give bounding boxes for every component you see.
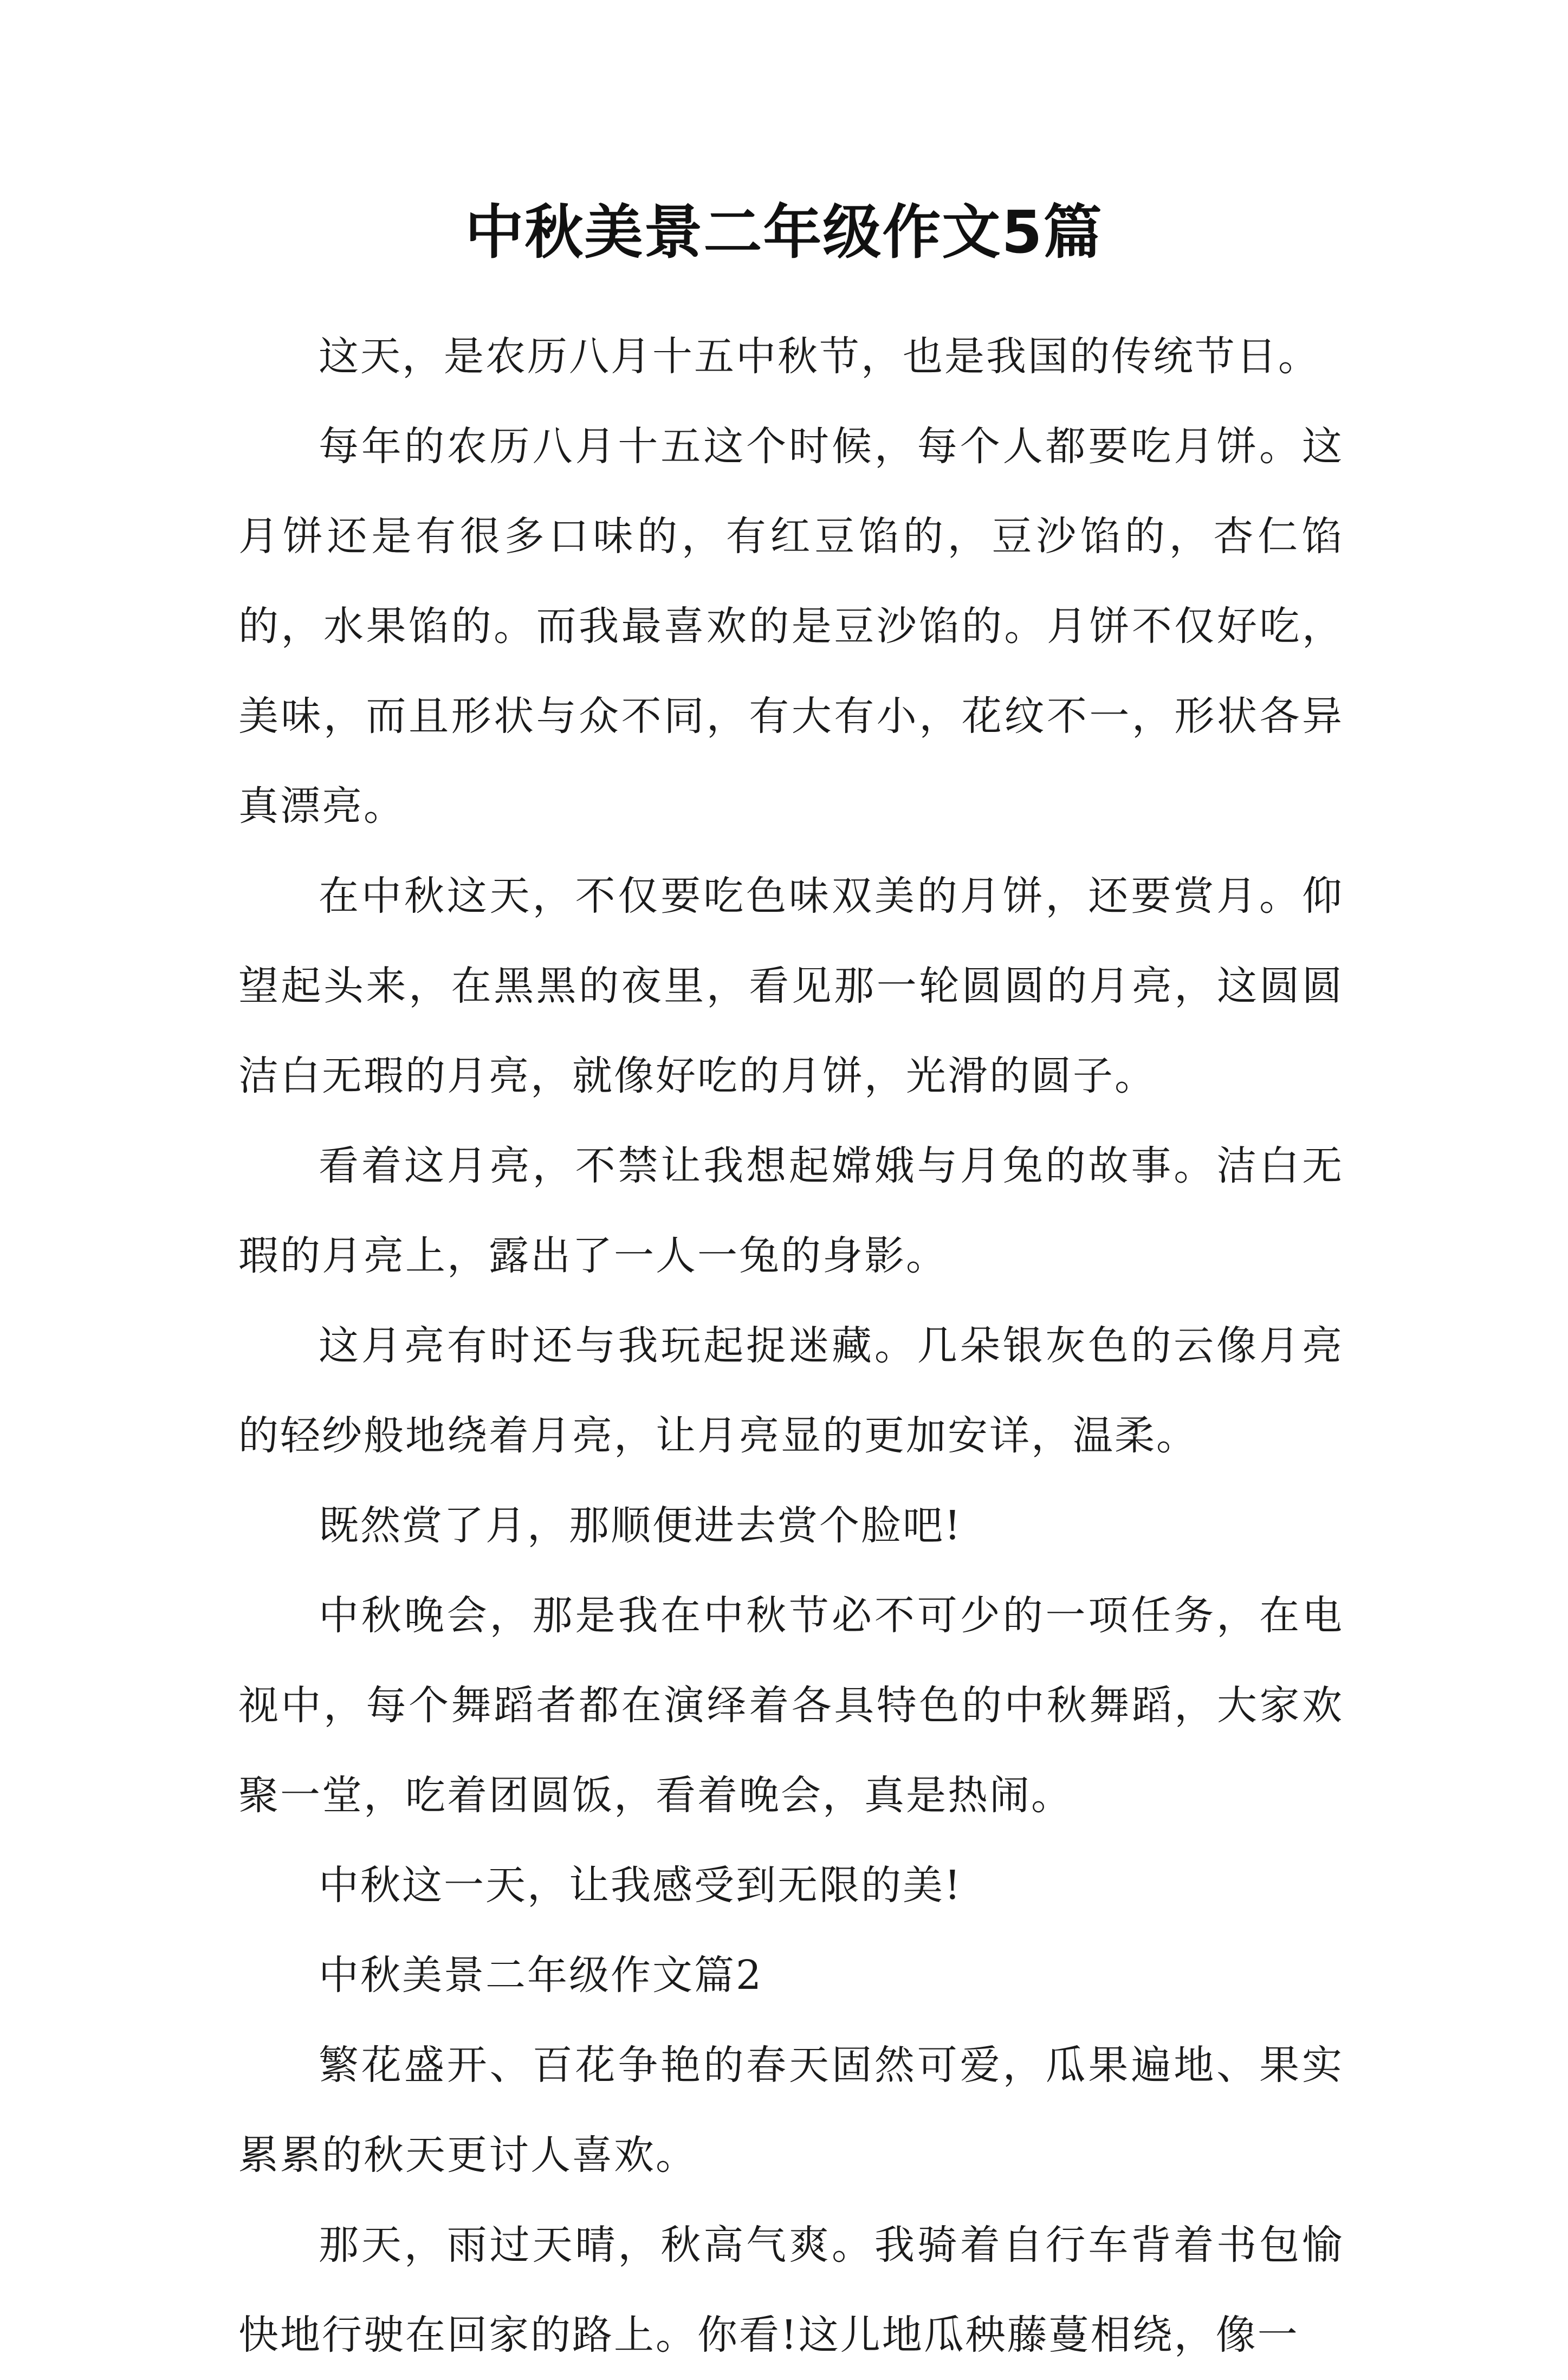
paragraph: 每年的农历八月十五这个时候，每个人都要吃月饼。这月饼还是有很多口味的，有红豆馅的，豆沙馅的，杏仁馅的，水果馅的。而我最喜欢的是豆沙馅的。月饼不仅好吃，美味，而且形状与众不同，有大有小，花纹不一，形状各异真漂亮。 [238, 423, 1344, 829]
paragraph: 在中秋这天，不仅要吃色味双美的月饼，还要赏月。仰望起头来，在黑黑的夜里，看见那一轮圆圆的月亮，这圆圆洁白无瑕的月亮，就像好吃的月饼，光滑的圆子。 [238, 873, 1344, 1099]
paragraph: 中秋晚会，那是我在中秋节必不可少的一项任务，在电视中，每个舞蹈者都在演绎着各具特色的中秋舞蹈，大家欢聚一堂，吃着团圆饭，看着晚会，真是热闹。 [238, 1592, 1344, 1819]
paragraph: 繁花盛开、百花争艳的春天固然可爱，瓜果遍地、果实累累的秋天更讨人喜欢。 [238, 2042, 1344, 2178]
paragraph: 这天，是农历八月十五中秋节，也是我国的传统节日。 [319, 333, 1320, 380]
document-title: 中秋美景二年级作文5篇 [465, 199, 1103, 267]
paragraph: 既然赏了月，那顺便进去赏个脸吧! [319, 1502, 962, 1549]
paragraph: 中秋这一天，让我感受到无限的美! [319, 1862, 962, 1909]
section-heading: 中秋美景二年级作文篇2 [319, 1952, 763, 1999]
paragraph: 那天，雨过天晴，秋高气爽。我骑着自行车背着书包愉快地行驶在回家的路上。你看!这儿地瓜秧藤蔓相绕，像一 [238, 2222, 1344, 2358]
document-body [238, 312, 1344, 2380]
paragraph: 看着这月亮，不禁让我想起嫦娥与月兔的故事。洁白无瑕的月亮上，露出了一人一兔的身影。 [238, 1143, 1344, 1279]
paragraph: 这月亮有时还与我玩起捉迷藏。几朵银灰色的云像月亮的轻纱般地绕着月亮，让月亮显的更加安详，温柔。 [238, 1322, 1344, 1459]
